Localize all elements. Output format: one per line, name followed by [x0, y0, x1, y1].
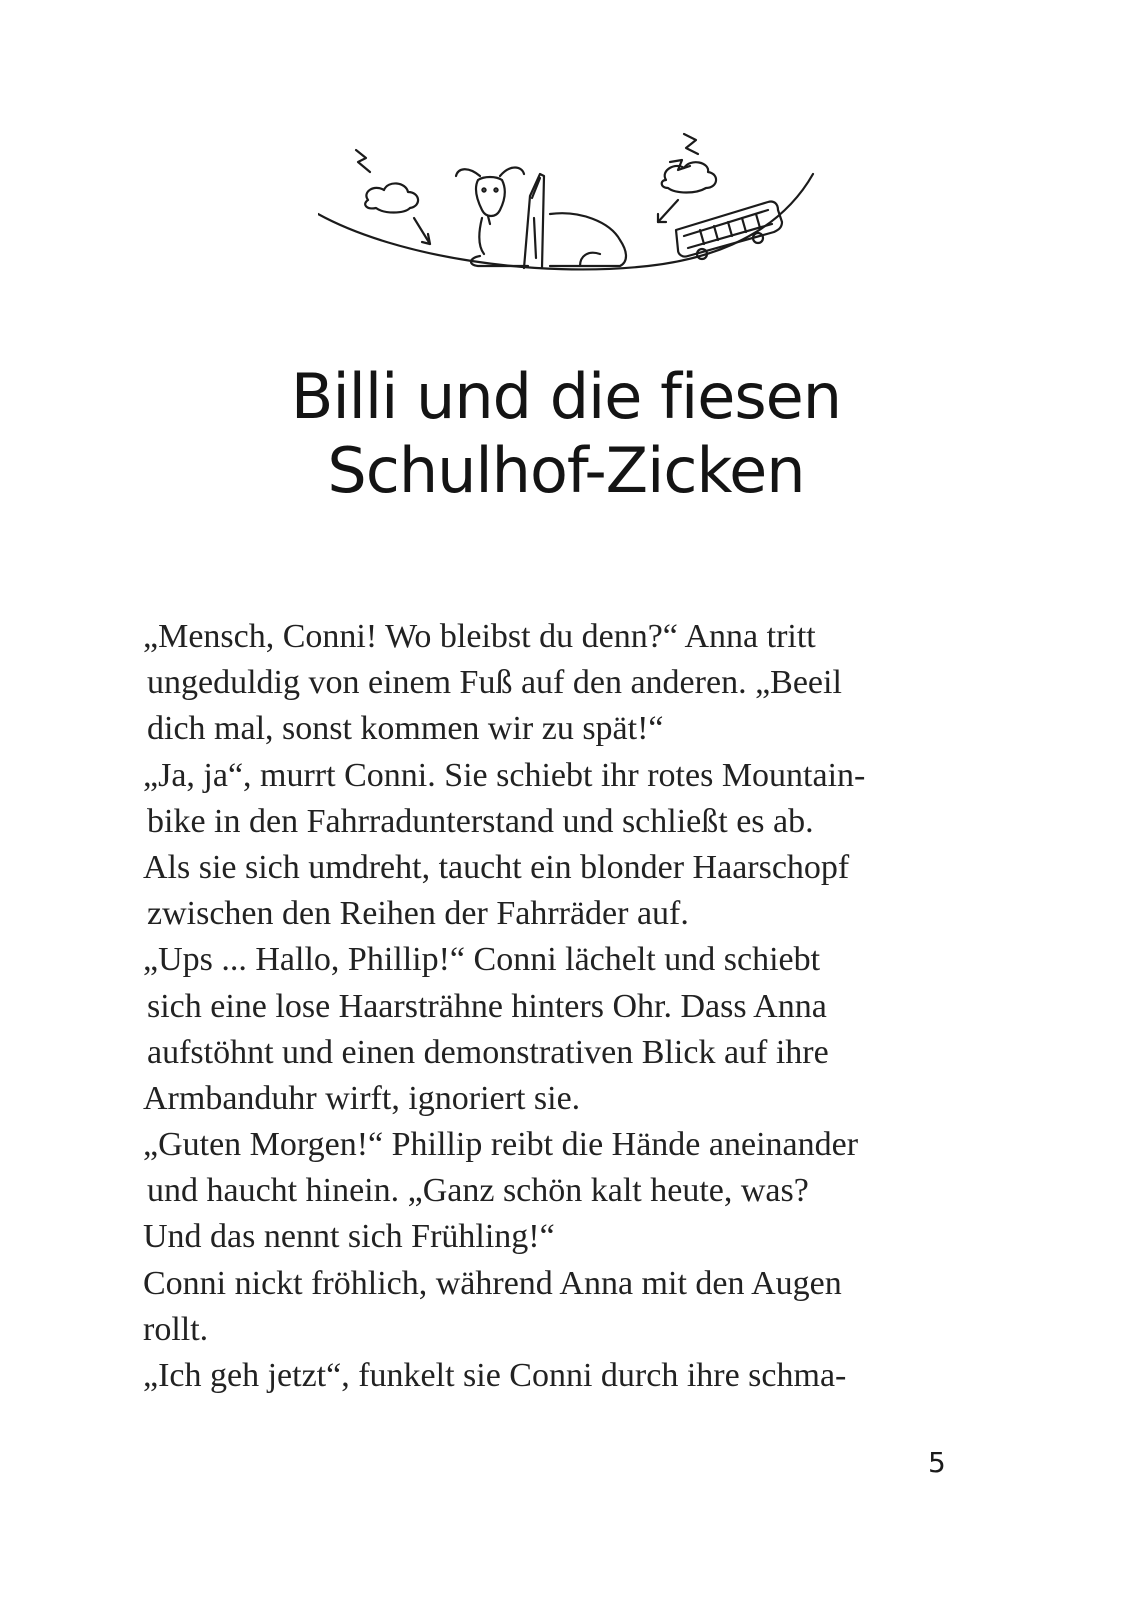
chapter-title	[0, 360, 1132, 508]
chapter-title-line-1: Billi und die fiesen	[290, 360, 842, 433]
bus-icon	[676, 201, 782, 259]
text-line: „Ja, ja“, murrt Conni. Sie schiebt ihr rotes Mountain-	[143, 756, 866, 794]
text-line: „Guten Morgen!“ Phillip reibt die Hände aneinander	[143, 1126, 859, 1164]
text-line: sich eine lose Haarsträhne hinters Ohr. Dass Anna	[147, 987, 827, 1025]
text-line: zwischen den Reihen der Fahrräder auf.	[147, 895, 689, 933]
cloud-lightning-icon	[356, 150, 430, 244]
text-line: ungeduldig von einem Fuß auf den anderen. „Beeil	[147, 664, 842, 702]
text-line: „Mensch, Conni! Wo bleibst du denn?“ Anna tritt	[143, 618, 816, 655]
text-line: bike in den Fahrradunterstand und schließt es ab.	[147, 802, 814, 840]
cloud-lightning-icon	[658, 134, 716, 222]
ground-arc	[318, 174, 813, 269]
text-line: und haucht hinein. „Ganz schön kalt heute, was?	[147, 1172, 809, 1210]
chapter-body-text	[143, 614, 973, 1399]
text-line: Armbanduhr wirft, ignoriert sie.	[143, 1079, 581, 1117]
goat-icon	[456, 168, 626, 267]
text-line: Als sie sich umdreht, taucht ein blonder Haarschopf	[143, 848, 850, 886]
text-line: „Ups ... Hallo, Phillip!“ Conni lächelt und schiebt	[143, 941, 821, 979]
text-line: dich mal, sonst kommen wir zu spät!“	[147, 710, 664, 748]
chapter-vignette-illustration	[318, 118, 838, 298]
chapter-title-line-2: Schulhof-Zicken	[327, 434, 805, 507]
text-line: Und das nennt sich Frühling!“	[143, 1218, 555, 1256]
page-number: 5	[928, 1446, 946, 1479]
text-line: Conni nickt fröhlich, während Anna mit den Augen	[143, 1264, 842, 1302]
text-line: rollt.	[143, 1310, 209, 1348]
signpost-icon	[524, 174, 544, 268]
text-line: aufstöhnt und einen demonstrativen Blick auf ihre	[147, 1033, 829, 1071]
text-line: „Ich geh jetzt“, funkelt sie Conni durch ihre schma-	[143, 1357, 847, 1394]
